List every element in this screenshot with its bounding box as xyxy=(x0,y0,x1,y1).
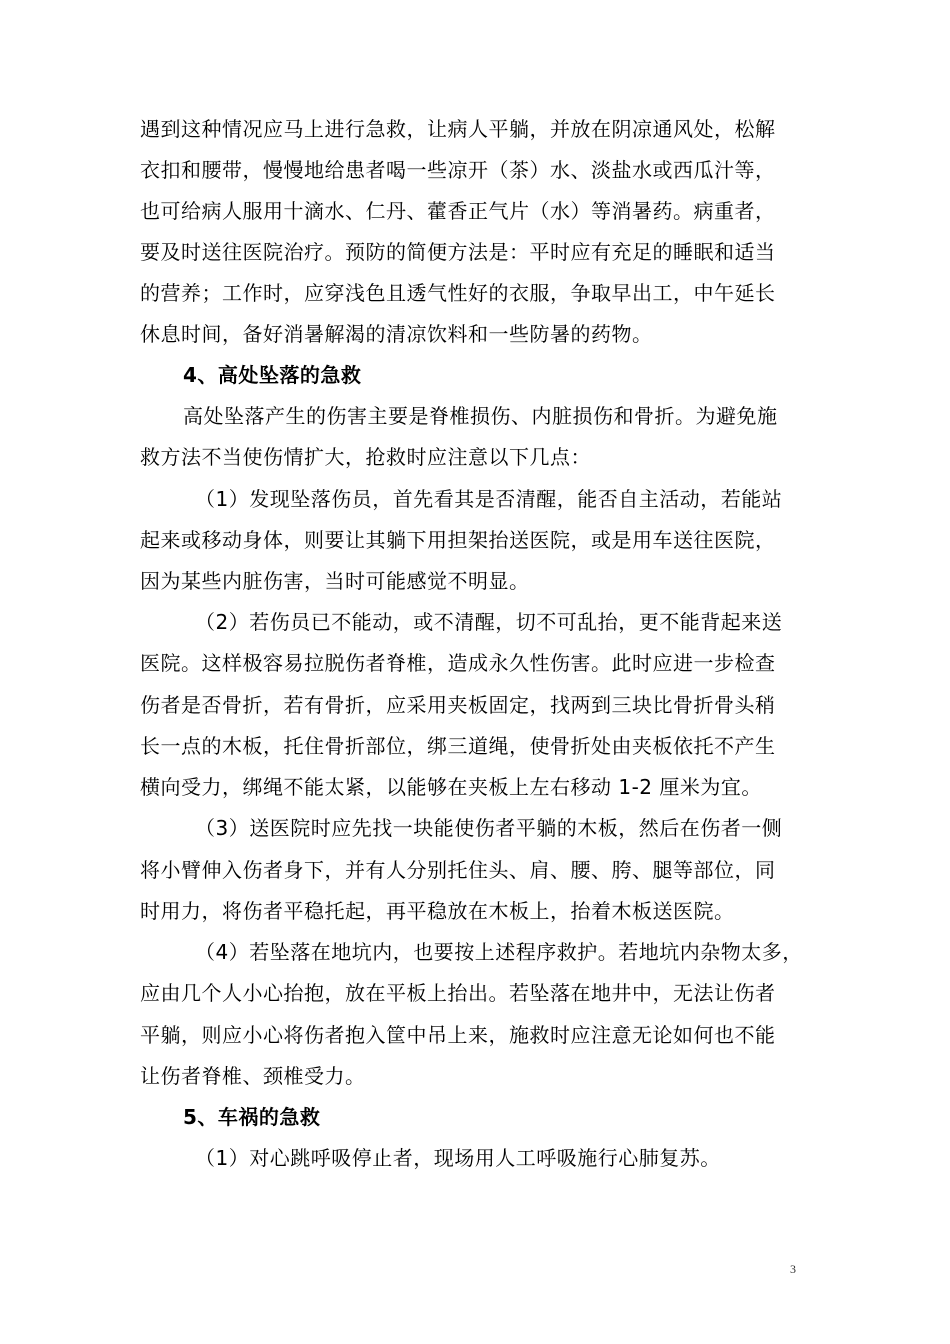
body-text-line: 的营养；工作时，应穿浅色且透气性好的衣服，争取早出工，中午延长 xyxy=(140,281,776,305)
list-item-line: （2）若伤员已不能动，或不清醒，切不可乱抬，更不能背起来送 xyxy=(195,610,783,634)
body-text-line: 应由几个人小心抬抱，放在平板上抬出。若坠落在地井中，无法让伤者 xyxy=(140,981,776,1005)
body-text-line: 时用力，将伤者平稳托起，再平稳放在木板上，抬着木板送医院。 xyxy=(140,899,735,923)
body-text-line: 因为某些内脏伤害，当时可能感觉不明显。 xyxy=(140,569,530,593)
body-text-line: 伤者是否骨折，若有骨折，应采用夹板固定，找两到三块比骨折骨头稍 xyxy=(140,693,776,717)
page-number: 3 xyxy=(790,1262,796,1276)
body-text-line: 平躺，则应小心将伤者抱入筐中吊上来，施救时应注意无论如何也不能 xyxy=(140,1023,776,1047)
body-text-line: 起来或移动身体，则要让其躺下用担架抬送医院，或是用车送往医院， xyxy=(140,528,776,552)
list-item-line: （1）发现坠落伤员，首先看其是否清醒，能否自主活动，若能站 xyxy=(195,487,783,511)
body-text-line: 将小臂伸入伤者身下，并有人分别托住头、肩、腰、胯、腿等部位，同 xyxy=(140,858,776,882)
body-text-line: 医院。这样极容易拉脱伤者脊椎，造成永久性伤害。此时应进一步检查 xyxy=(140,651,776,675)
section-heading: 4、高处坠落的急救 xyxy=(183,363,362,387)
list-item-line: （1）对心跳呼吸停止者，现场用人工呼吸施行心肺复苏。 xyxy=(195,1146,721,1170)
list-item-line: （3）送医院时应先找一块能使伤者平躺的木板，然后在伤者一侧 xyxy=(195,816,783,840)
list-item-line: （4）若坠落在地坑内，也要按上述程序救护。若地坑内杂物太多， xyxy=(195,940,803,964)
body-text-line: 衣扣和腰带，慢慢地给患者喝一些凉开（茶）水、淡盐水或西瓜汁等， xyxy=(140,158,776,182)
body-text-line: 长一点的木板，托住骨折部位，绑三道绳，使骨折处由夹板依托不产生 xyxy=(140,734,776,758)
body-text-line: 救方法不当使伤情扩大，抢救时应注意以下几点： xyxy=(140,445,591,469)
body-text-line: 遇到这种情况应马上进行急救，让病人平躺，并放在阴凉通风处，松解 xyxy=(140,117,776,141)
body-text-line: 高处坠落产生的伤害主要是脊椎损伤、内脏损伤和骨折。为避免施 xyxy=(183,404,778,428)
body-text-line: 横向受力，绑绳不能太紧，以能够在夹板上左右移动 1-2 厘米为宜。 xyxy=(140,775,762,799)
section-heading: 5、车祸的急救 xyxy=(183,1105,321,1129)
body-text-line: 要及时送往医院治疗。预防的简便方法是：平时应有充足的睡眠和适当 xyxy=(140,240,776,264)
body-text-line: 也可给病人服用十滴水、仁丹、藿香正气片（水）等消暑药。病重者， xyxy=(140,199,776,223)
body-text-line: 休息时间，备好消暑解渴的清凉饮料和一些防暑的药物。 xyxy=(140,322,653,346)
body-text-line: 让伤者脊椎、颈椎受力。 xyxy=(140,1064,366,1088)
